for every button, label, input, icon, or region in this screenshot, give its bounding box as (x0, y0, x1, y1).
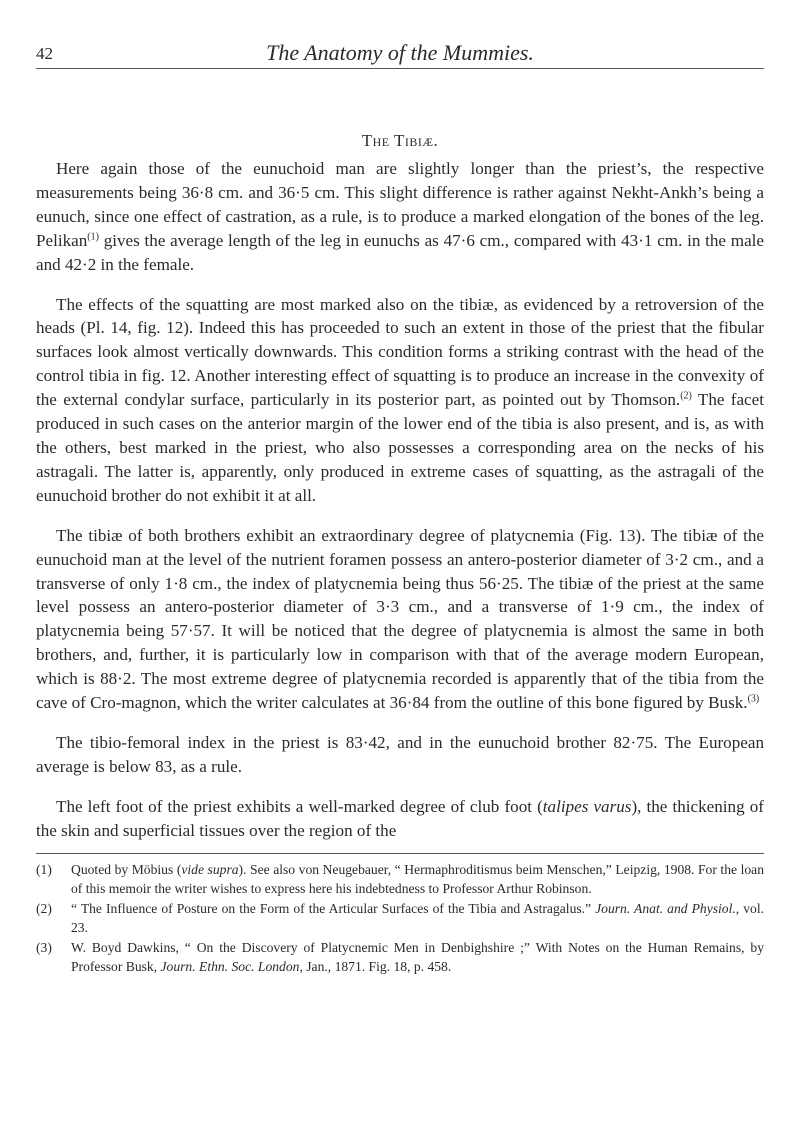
body-text (36, 157, 764, 843)
paragraph: The left foot of the priest exhibits a well-marked degree of club foot (talipes varus), the thickening of the skin and superficial tissues over the region of the (36, 796, 764, 840)
running-title: The Anatomy of the Mummies. (266, 40, 534, 65)
footnote-number: (1) (36, 861, 52, 877)
footnote: (1) Quoted by Möbius (vide supra). See also von Neugebauer, “ Hermaphroditismus beim Menschen,” Leipzig, 1908. For the loan of this memoir the writer wishes to express here his indebtedness to Professor Arthur Robinson. (36, 861, 764, 896)
italic-term: talipes varus (542, 796, 632, 816)
footnotes (36, 853, 764, 976)
section-title: The Tibiæ. (361, 131, 439, 150)
footnote-number: (3) (36, 939, 52, 955)
paragraph: Here again those of the eunuchoid man are slightly longer than the priest’s, the respective measurements being 36·8 cm. and 36·5 cm. This slight difference is rather against Nekht-Ankh’s being a eunuch, since one effect of castration, as a rule, is to produce a marked elongation of the bones of the leg. Pelikan$^{(1)}$ gives the average length of the leg in eunuchs as 47·6 cm., compared with 43·1 cm. in the male and 42·2 in the female. (36, 159, 764, 274)
footnote-number: (2) (36, 900, 52, 916)
page (36, 40, 764, 977)
footnote: (2) “ The Influence of Posture on the Form of the Articular Surfaces of the Tibia and Astragalus.” Journ. Anat. and Physiol., vol. 23. (36, 900, 764, 935)
footnote-ref: (1) (87, 231, 99, 243)
paragraph: The tibio-femoral index in the priest is 83·42, and in the eunuchoid brother 82·75. The European average is below 83, as a rule. (36, 732, 764, 776)
footnote-ref: (2) (680, 390, 692, 402)
footnote: (3) W. Boyd Dawkins, “ On the Discovery of Platycnemic Men in Denbighshire ;” With Notes on the Human Remains, by Professor Busk, Journ. Ethn. Soc. London, Jan., 1871. Fig. 18, p. 458. (36, 939, 764, 974)
paragraph: The tibiæ of both brothers exhibit an extraordinary degree of platycnemia (Fig. 13). The tibiæ of the eunuchoid man at the level of the nutrient foramen possess an antero-posterior diameter of 3·2 cm., and a transverse of only 1·8 cm., the index of platycnemia being thus 56·25. The tibiæ of the priest at the same level possess an antero-posterior diameter of 3·3 cm., and a transverse of 1·9 cm., the index of platycnemia being 57·57. It will be noticed that the degree of platycnemia is almost the same in both brothers, and, further, it is particularly low in comparison with that of the average modern European, which is 88·2. The most extreme degree of platycnemia recorded is apparently that of the tibia from the cave of Cro-magnon, which the writer calculates at 36·84 from the outline of this bone figured by Busk.$^{(3)}$ (36, 525, 764, 713)
footnote-ref: (3) (747, 693, 760, 705)
paragraph: The effects of the squatting are most marked also on the tibiæ, as evidenced by a retroversion of the heads (Pl. 14, fig. 12). Indeed this has proceeded to such an extent in those of the priest that the fibular surfaces look almost vertically downwards. This condition forms a striking contrast with the head of the control tibia in fig. 12. Another interesting effect of squatting is to produce an increase in the convexity of the external condylar surface, particularly in its posterior part, as pointed out by Thomson.$^{(2)}$ The facet produced in such cases on the anterior margin of the lower end of the tibia is also present, and is, as with the others, best marked in the priest, who also possesses a corresponding area on the necks of his astragali. The latter is, apparently, only produced in extreme cases of squatting, as the astragali of the eunuchoid brother do not exhibit it at all. (36, 294, 764, 505)
page-header (36, 40, 764, 69)
page-number: 42 (36, 44, 53, 63)
